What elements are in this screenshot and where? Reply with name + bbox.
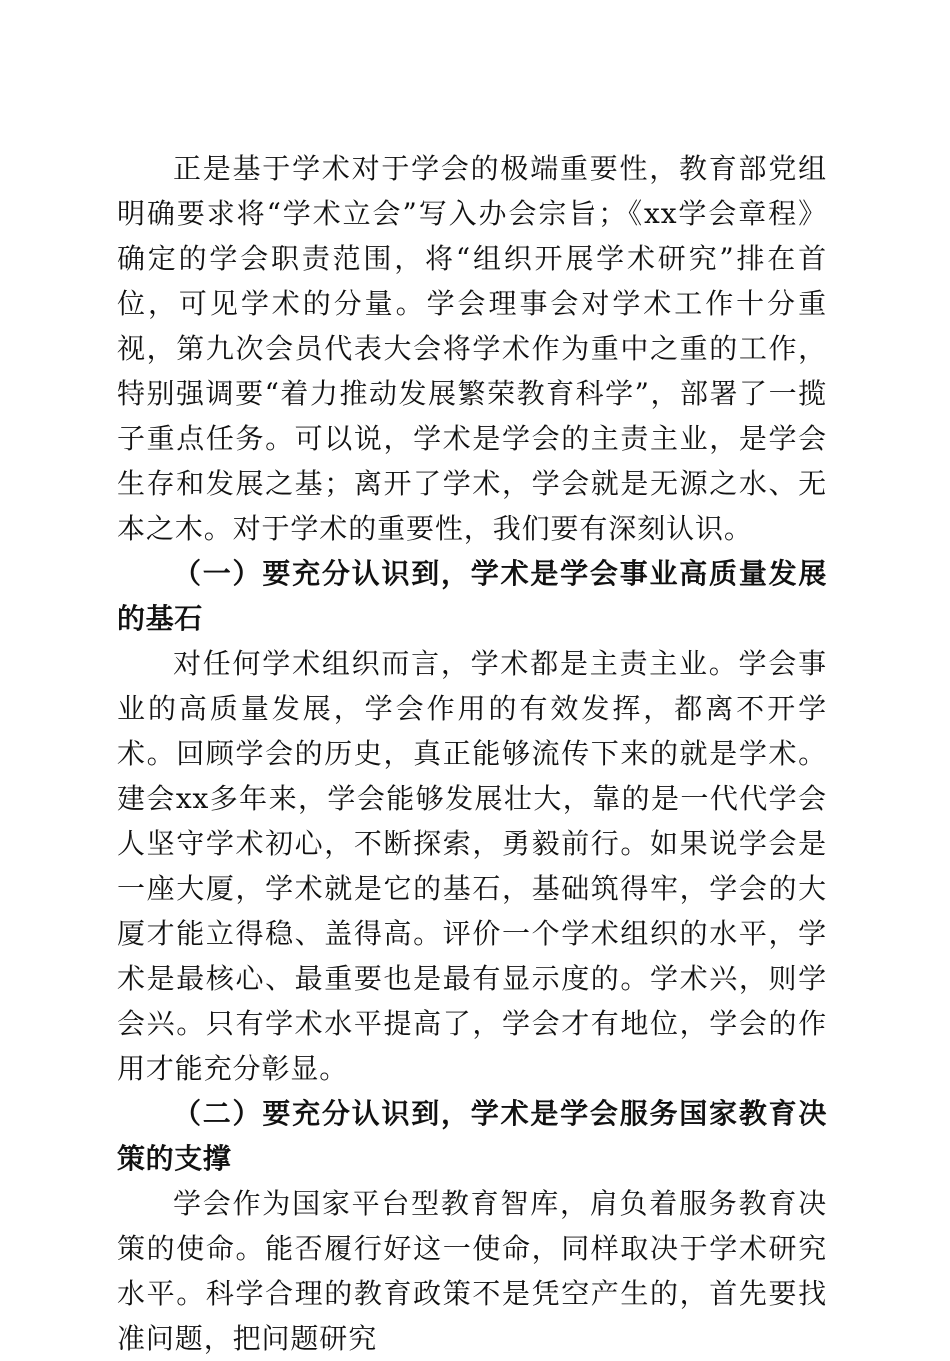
paragraph-think-tank: 学会作为国家平台型教育智库，肩负着服务教育决策的使命。能否履行好这一使命，同样取决于学术研究水平。科学合理的教育政策不是凭空产生的，首先要找准问题，把问题研究 [117,1187,827,1355]
document-body [117,146,827,1361]
paragraph-cornerstone: 对任何学术组织而言，学术都是主责主业。学会事业的高质量发展，学会作用的有效发挥，都离不开学术。回顾学会的历史，真正能够流传下来的就是学术。建会xx多年来，学会能够发展壮大，靠的是一代代学会人坚守学术初心，不断探索，勇毅前行。如果说学会是一座大厦，学术就是它的基石，基础筑得牢，学会的大厦才能立得稳、盖得高。评价一个学术组织的水平，学术是最核心、最重要也是最有显示度的。学术兴，则学会兴。只有学术水平提高了，学会才有地位，学会的作用才能充分彰显。 [117,647,827,1085]
section-heading-one: （一）要充分认识到，学术是学会事业高质量发展的基石 [117,557,827,635]
section-heading-two: （二）要充分认识到，学术是学会服务国家教育决策的支撑 [117,1097,827,1175]
paragraph-academic-importance: 正是基于学术对于学会的极端重要性，教育部党组明确要求将“学术立会”写入办会宗旨；《xx学会章程》确定的学会职责范围，将“组织开展学术研究”排在首位，可见学术的分量。学会理事会对学术工作十分重视，第九次会员代表大会将学术作为重中之重的工作，特别强调要“着力推动发展繁荣教育科学”，部署了一揽子重点任务。可以说，学术是学会的主责主业，是学会生存和发展之基；离开了学术，学会就是无源之水、无本之木。对于学术的重要性，我们要有深刻认识。 [117,152,827,545]
